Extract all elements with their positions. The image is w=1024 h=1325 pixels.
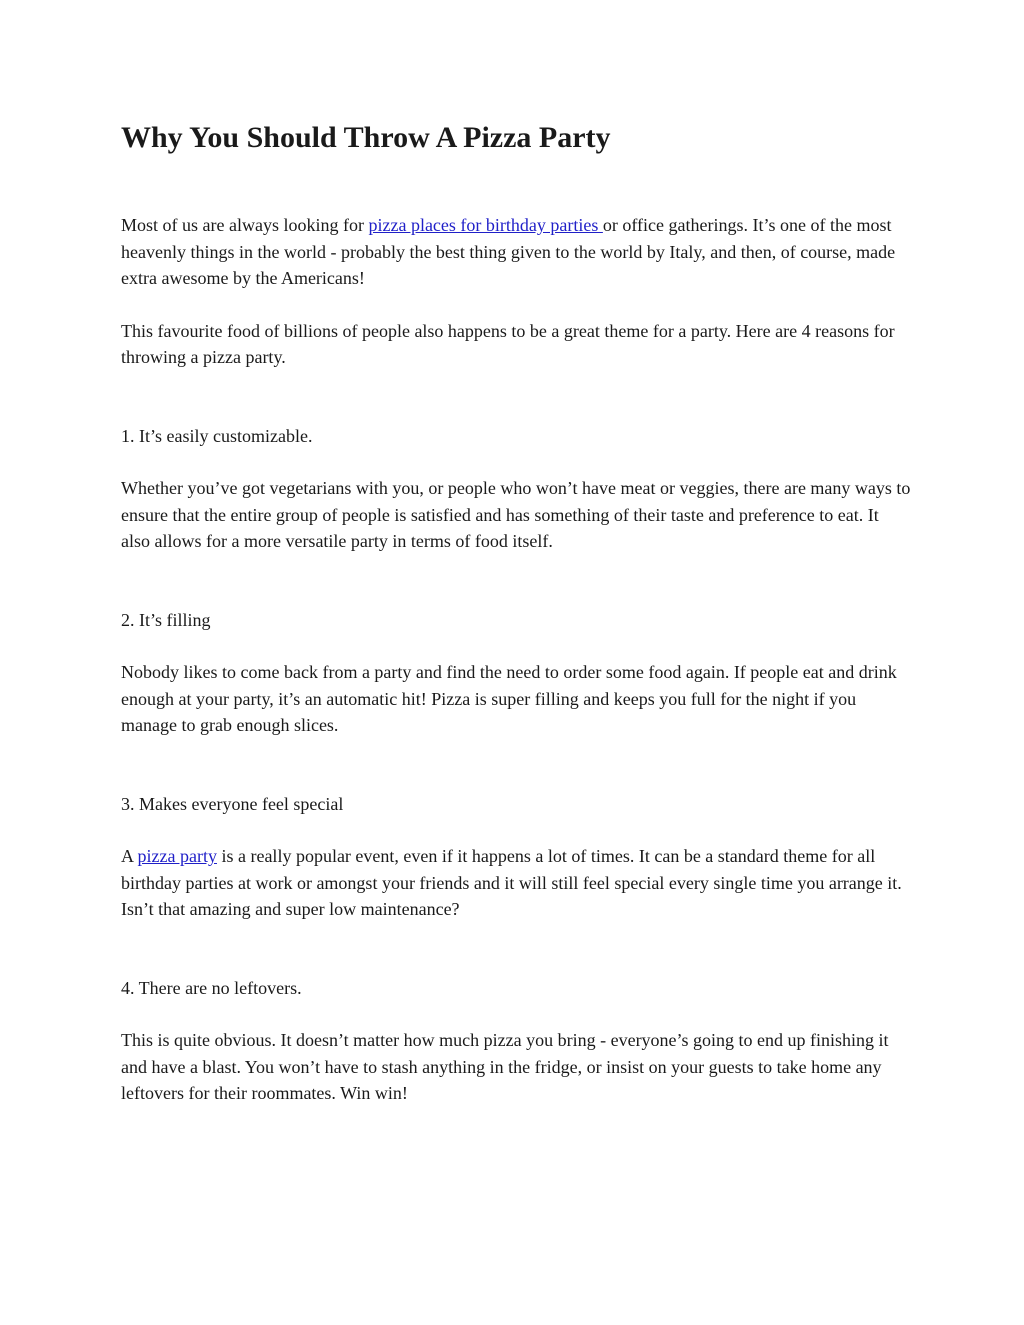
page-title: Why You Should Throw A Pizza Party [121, 121, 611, 154]
section-heading-2: 2. It’s filling [121, 609, 211, 630]
section-heading-3: 3. Makes everyone feel special [121, 793, 344, 814]
section-3-text-before-link: A [121, 846, 138, 866]
intro-paragraph-2: This favourite food of billions of people also happens to be a great theme for a party. Here are 4 reasons for throwing a pizza party. [121, 320, 895, 367]
intro-paragraph [121, 212, 911, 292]
document-page [121, 118, 911, 1107]
section-body-1: Whether you’ve got vegetarians with you, or people who won’t have meat or veggies, there are many ways to ensure that the entire group of people is satisfied and has something of their taste and preference to eat. It also allows for a more versatile party in terms of food itself. [121, 478, 911, 551]
section-body-2: Nobody likes to come back from a party and find the need to order some food again. If people eat and drink enough at your party, it’s an automatic hit! Pizza is super filling and keeps you full for the night if you manage to grab enough slices. [121, 662, 897, 735]
intro-text-before-link: Most of us are always looking for [121, 215, 369, 235]
intro-text-after-link: or office gatherings. It’s one of the most heavenly things in the world - probably the best thing given to the world by Italy, and then, of course, made extra awesome by the Americans! [121, 215, 896, 288]
section-body-3 [121, 843, 911, 923]
section-3-text-after-link: is a really popular event, even if it happens a lot of times. It can be a standard theme for all birthday parties at work or amongst your friends and it will still feel special every single time you arrange it. Isn’t that amazing and super low maintenance? [121, 846, 902, 919]
section-body-4: This is quite obvious. It doesn’t matter how much pizza you bring - everyone’s going to end up finishing it and have a blast. You won’t have to stash anything in the fridge, or insist on your guests to take home any leftovers for their roommates. Win win! [121, 1030, 889, 1103]
pizza-places-link[interactable]: pizza places for birthday parties [368, 215, 603, 235]
pizza-party-link[interactable]: pizza party [137, 846, 217, 866]
section-heading-4: 4. There are no leftovers. [121, 977, 302, 998]
section-heading-1: 1. It’s easily customizable. [121, 425, 313, 446]
